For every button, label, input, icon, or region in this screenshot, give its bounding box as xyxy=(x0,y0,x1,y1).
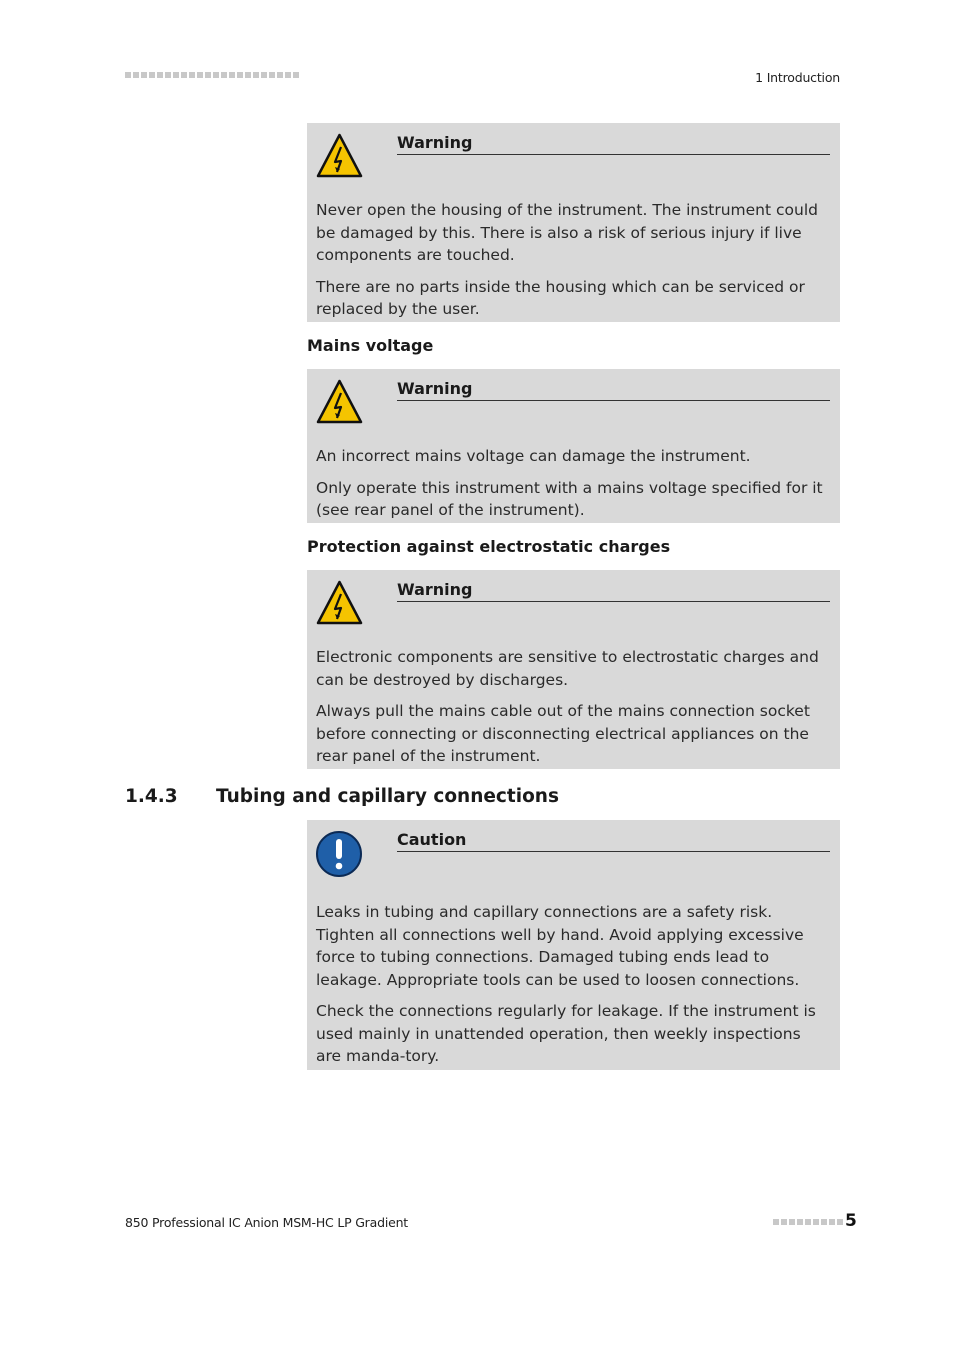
box-paragraph: Never open the housing of the instrument. The instrument could be damaged by this. There is also a risk of serious injury if live components are touched. xyxy=(316,201,818,264)
exclamation-caution-icon xyxy=(316,830,363,877)
running-header-chapter: 1 Introduction xyxy=(755,70,840,85)
box-title: Warning xyxy=(397,379,830,401)
warning-box-mains-voltage xyxy=(307,369,840,523)
subheading-electrostatic: Protection against electrostatic charges xyxy=(307,537,671,556)
electrical-hazard-icon xyxy=(316,379,363,424)
box-paragraph: Electronic components are sensitive to electrostatic charges and can be destroyed by discharges. xyxy=(316,648,819,689)
footer-decoration xyxy=(773,1219,843,1225)
section-title: Tubing and capillary connections xyxy=(216,786,559,807)
warning-box-housing xyxy=(307,123,840,322)
caution-box-tubing xyxy=(307,820,840,1070)
box-paragraph: An incorrect mains voltage can damage the instrument. xyxy=(316,447,751,465)
box-paragraph: Only operate this instrument with a mains voltage specified for it (see rear panel of the instrument). xyxy=(316,478,823,519)
warning-box-electrostatic xyxy=(307,570,840,769)
box-paragraph: Always pull the mains cable out of the mains connection socket before connecting or disconnecting electrical appliances on the rear panel of the instrument. xyxy=(316,702,810,765)
box-title: Warning xyxy=(397,133,830,155)
box-title: Caution xyxy=(397,830,830,852)
electrical-hazard-icon xyxy=(316,133,363,178)
page-number: 5 xyxy=(845,1211,857,1231)
electrical-hazard-icon xyxy=(316,580,363,625)
section-heading xyxy=(125,786,559,807)
box-paragraph: Leaks in tubing and capillary connections are a safety risk. Tighten all connections well by hand. Avoid applying excessive force to tubing connections. Damaged tubing ends lead to leakage. Appropriate tools can be used to loosen connections. xyxy=(316,903,804,989)
box-title: Warning xyxy=(397,580,830,602)
box-paragraph: Check the connections regularly for leakage. If the instrument is used mainly in unattended operation, then weekly inspections are manda-tory. xyxy=(316,1002,816,1065)
section-number: 1.4.3 xyxy=(125,786,178,807)
box-paragraph: There are no parts inside the housing which can be serviced or replaced by the user. xyxy=(316,277,805,318)
header-decoration xyxy=(125,72,299,78)
subheading-mains-voltage: Mains voltage xyxy=(307,336,434,355)
running-footer-product: 850 Professional IC Anion MSM-HC LP Gradient xyxy=(125,1215,409,1230)
